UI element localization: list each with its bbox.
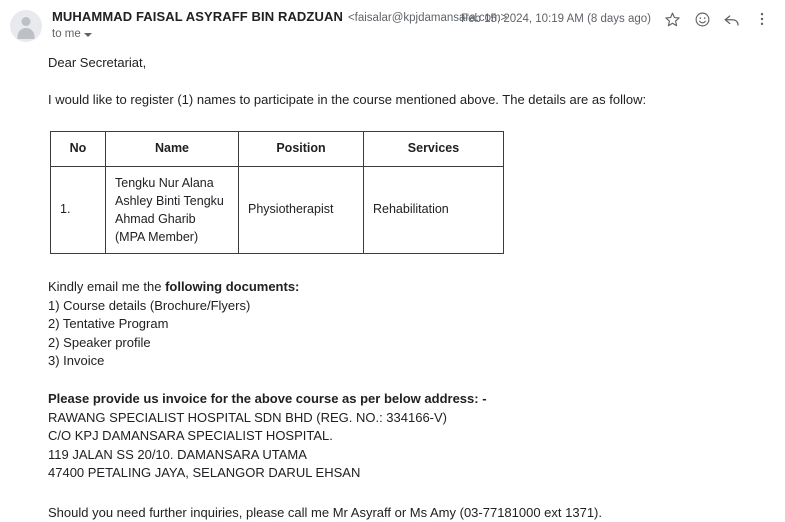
sender-line: [52, 9, 508, 24]
closing-text: Should you need further inquiries, please call me Mr Asyraff or Ms Amy (03-77181000 ext 1371).: [48, 504, 602, 520]
cell-name-line-1: Tengku Nur Alana: [115, 175, 214, 190]
chevron-down-icon[interactable]: [84, 33, 92, 37]
documents-lead-bold: following documents:: [165, 279, 300, 295]
address-line-3: 119 JALAN SS 20/10. DAMANSARA UTAMA: [48, 446, 307, 462]
star-icon[interactable]: [663, 10, 681, 28]
column-header-position: Position: [239, 131, 364, 166]
emoji-icon[interactable]: [693, 10, 711, 28]
registration-table: [50, 131, 504, 254]
document-item-4: 3) Invoice: [48, 352, 105, 368]
avatar: [10, 10, 42, 42]
document-item-3: 2) Speaker profile: [48, 334, 151, 350]
message-body: [0, 54, 785, 522]
invoice-heading: Please provide us invoice for the above course as per below address: -: [48, 391, 487, 407]
documents-lead: [48, 278, 769, 296]
column-header-services: Services: [364, 131, 504, 166]
column-header-no: No: [51, 131, 106, 166]
message-timestamp: Feb 15, 2024, 10:19 AM (8 days ago): [461, 13, 651, 25]
greeting-text: Dear Secretariat,: [48, 55, 147, 70]
header-actions: [461, 8, 771, 28]
documents-section: [48, 278, 769, 370]
address-line-1: RAWANG SPECIALIST HOSPITAL SDN BHD (REG. NO.: 334166-V): [48, 409, 448, 425]
table-body: [51, 166, 504, 254]
column-header-name: Name: [106, 131, 239, 166]
table-row: [51, 166, 504, 254]
document-item-2: 2) Tentative Program: [48, 316, 169, 332]
address-line-2: C/O KPJ DAMANSARA SPECIALIST HOSPITAL.: [48, 428, 333, 444]
reply-icon[interactable]: [723, 10, 741, 28]
recipient-label: to me: [52, 28, 81, 40]
table-header-row: [51, 131, 504, 166]
address-line-4: 47400 PETALING JAYA, SELANGOR DARUL EHSAN: [48, 465, 361, 481]
cell-name-line-3: Ahmad Gharib: [115, 211, 196, 226]
sender-email: <faisalar@kpjdamansara.com>: [347, 12, 508, 24]
recipient-toggle[interactable]: [52, 28, 461, 40]
cell-name: [106, 166, 239, 254]
cell-no: 1.: [51, 166, 106, 254]
table-header: [51, 131, 504, 166]
invoice-address-section: [48, 390, 769, 482]
sender-block: [52, 8, 508, 40]
more-options-icon[interactable]: [753, 10, 771, 28]
sender-name: MUHAMMAD FAISAL ASYRAFF BIN RADZUAN: [52, 9, 343, 24]
document-item-1: 1) Course details (Brochure/Flyers): [48, 297, 251, 313]
cell-position: Physiotherapist: [239, 166, 364, 254]
intro-text: I would like to register (1) names to participate in the course mentioned above. The details are as follow:: [48, 92, 647, 108]
message-header: [0, 0, 785, 46]
cell-name-line-4: (MPA Member): [115, 230, 199, 245]
documents-lead-plain: Kindly email me the: [48, 279, 166, 295]
cell-services: Rehabilitation: [364, 166, 504, 254]
cell-name-line-2: Ashley Binti Tengku: [115, 193, 224, 208]
